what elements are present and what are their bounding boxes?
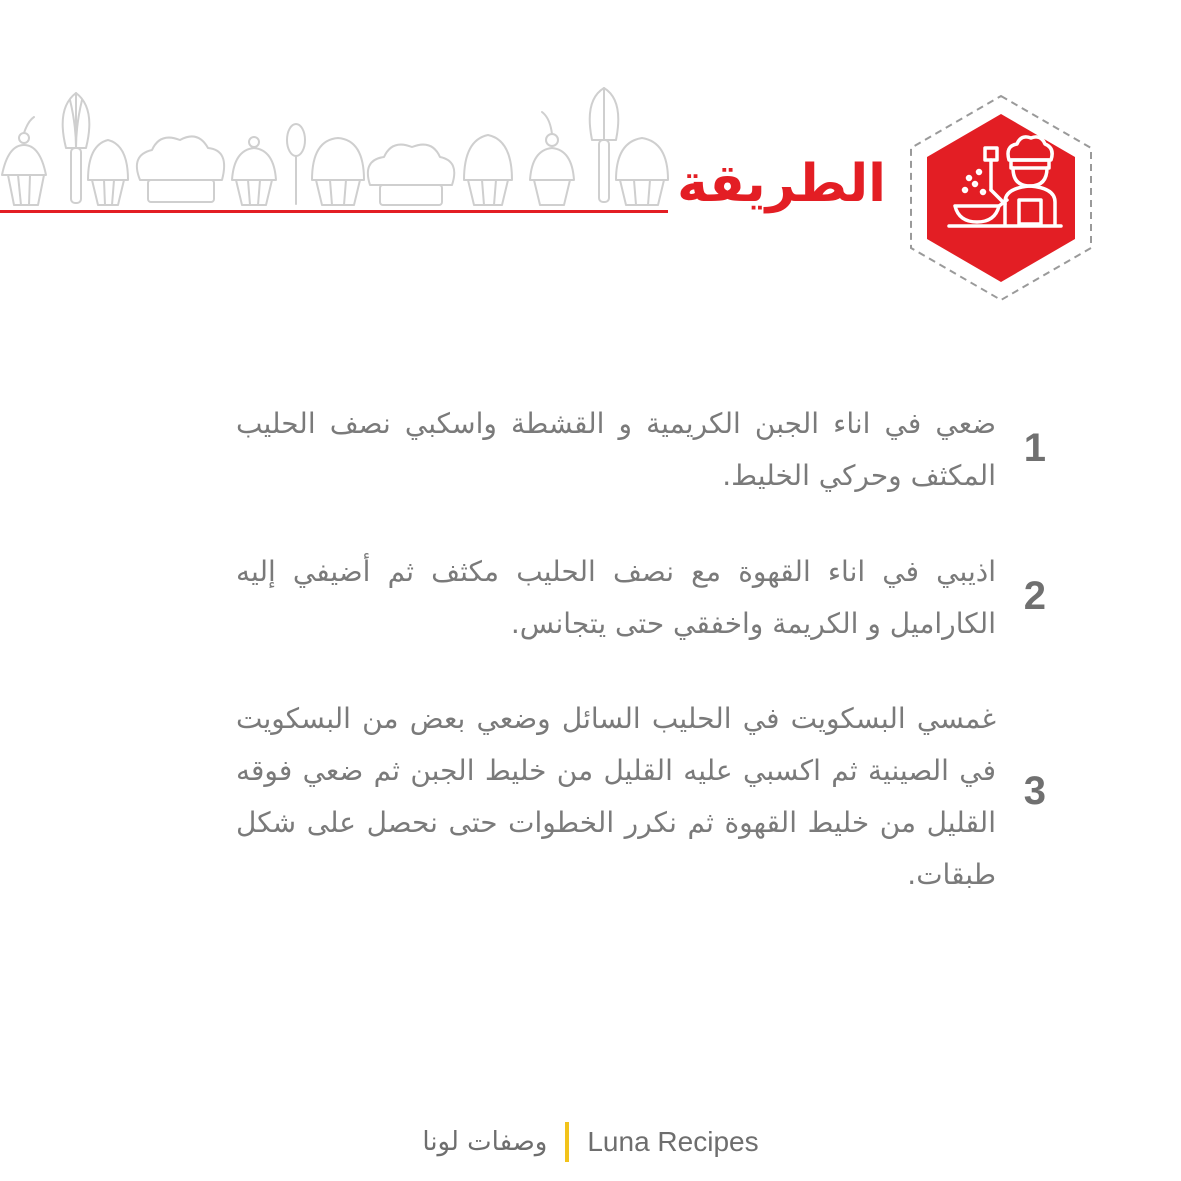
brand-name-english: Luna Recipes xyxy=(587,1126,759,1157)
baking-illustration-strip xyxy=(0,80,680,215)
cherry-icon xyxy=(530,112,574,205)
spoon-icon xyxy=(287,124,305,204)
step-number: 1 xyxy=(1023,426,1046,470)
chef-hat-icon xyxy=(137,136,224,202)
cupcake-icon xyxy=(464,135,512,205)
brand-name-arabic: وصفات لونا xyxy=(422,1127,548,1157)
cupcake-icon xyxy=(88,140,128,205)
step-text: ضعي في اناء الجبن الكريمية و القشطة واسكبي نصف الحليب المكثف وحركي الخليط. xyxy=(236,407,996,492)
step-text: غمسي البسكويت في الحليب السائل وضعي بعض من البسكويت في الصينية ثم اكسبي عليه القليل من خليط الجبن ثم ضعي فوقه القليل من خليط القهوة ثم نكرر الخطوات حتى نحصل على شكل طبقات. xyxy=(236,702,996,891)
whisk-icon xyxy=(590,88,619,202)
cupcake-icon xyxy=(232,137,276,205)
footer-brand xyxy=(0,1122,1181,1162)
step-text: اذيبي في اناء القهوة مع نصف الحليب مكثف ثم أضيفي إليه الكاراميل و الكريمة واخفقي حتى يتجانس. xyxy=(236,555,996,640)
cupcake-icon xyxy=(312,138,364,205)
step-1 xyxy=(236,398,1046,502)
chef-hat-icon xyxy=(368,145,454,205)
chef-badge xyxy=(905,92,1097,304)
step-2 xyxy=(236,546,1046,650)
page-title: الطريقة xyxy=(677,154,886,214)
step-number: 3 xyxy=(1023,769,1046,813)
cupcake-icon xyxy=(616,138,668,205)
header-underline xyxy=(0,210,668,213)
step-3 xyxy=(236,693,1046,901)
cupcake-icon xyxy=(2,117,46,205)
whisk-icon xyxy=(63,93,90,203)
step-number: 2 xyxy=(1023,574,1046,618)
brand-divider xyxy=(565,1122,569,1162)
